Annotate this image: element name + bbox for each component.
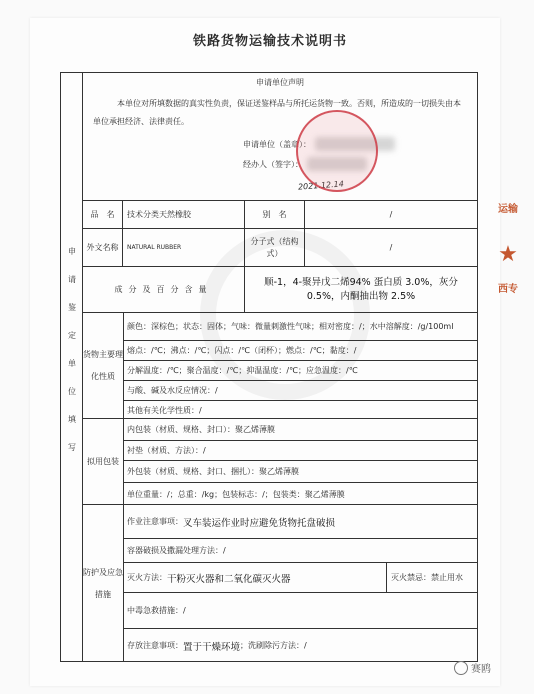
form-table bbox=[60, 72, 478, 662]
properties-label: 货物主要理化性质 bbox=[83, 313, 124, 418]
packaging-item: 单位重量：/；总重：/kg；包装标志：/；包装类：聚乙烯薄膜 bbox=[127, 489, 345, 499]
packaging-item: 内包装（材质、规格、封口）：聚乙烯薄膜 bbox=[123, 419, 477, 441]
row-product-name bbox=[83, 201, 477, 229]
wash-label: ；洗刷除污方法： bbox=[240, 641, 305, 650]
fire-ban-cell bbox=[387, 563, 477, 592]
storage-row bbox=[123, 629, 477, 662]
composition-label: 成分及百分含量 bbox=[83, 267, 245, 312]
property-item: 颜色：深棕色；状态：固体；气味：微量刺激性气味；相对密度：/；水中溶解度：/g/100ml bbox=[123, 313, 477, 341]
alias-label: 别 名 bbox=[245, 201, 305, 228]
protection-group bbox=[83, 505, 477, 662]
operation-row bbox=[123, 505, 477, 539]
declaration-body: 本单位对所填数据的真实性负责，保证送鉴样品与所托运货物一致。否则，所造成的一切损失由本单位承担经济、法律责任。 bbox=[93, 99, 461, 126]
applicant-label: 申请单位（盖章）： bbox=[243, 140, 311, 149]
formula-label: 分子式（结构式） bbox=[245, 229, 305, 266]
leak-label: 容器破损及撒漏处理方法： bbox=[127, 546, 223, 555]
fire-label: 灭火方法： bbox=[127, 573, 167, 582]
operation-label: 作业注意事项： bbox=[127, 517, 183, 526]
fire-ban-value: 禁止用水 bbox=[431, 573, 463, 582]
side-label: 申 请 鉴 定 单 位 填 写 bbox=[68, 247, 76, 452]
poison-label: 中毒急救措施： bbox=[127, 606, 183, 615]
declaration-section bbox=[83, 73, 477, 201]
packaging-item: 衬垫（材质、方法）：/ bbox=[123, 441, 477, 461]
source-watermark bbox=[454, 660, 491, 675]
composition-value: 顺-1，4-聚异戊二烯94% 蛋白质 3.0%，灰分 0.5%，内酮抽出物 2.5% bbox=[264, 276, 458, 302]
leak-row bbox=[123, 539, 477, 563]
wash-value: / bbox=[304, 641, 307, 650]
document-title: 铁路货物运输技术说明书 bbox=[192, 34, 347, 49]
declaration-heading: 申请单位声明 bbox=[256, 78, 304, 87]
property-item: 熔点：/℃；沸点：/℃；闪点：/℃（闭杯）；燃点：/℃；黏度：/ bbox=[123, 341, 477, 361]
star-icon: ★ bbox=[498, 242, 518, 267]
fire-ban-label: 灭火禁忌： bbox=[391, 573, 431, 582]
row-composition bbox=[83, 267, 477, 313]
formula-value: / bbox=[389, 243, 393, 252]
fire-row bbox=[123, 563, 477, 593]
wechat-logo-icon bbox=[454, 661, 468, 675]
packaging-group bbox=[83, 419, 477, 505]
side-label-column bbox=[61, 73, 83, 661]
company-seal-stamp bbox=[296, 110, 378, 192]
operation-value: 叉车装运作业时应避免货物托盘破损 bbox=[183, 517, 336, 529]
declaration-date: 2021.12.14 bbox=[297, 179, 345, 192]
alias-value: / bbox=[389, 210, 393, 219]
right-tag-bottom: 西专 bbox=[498, 284, 518, 295]
foreign-label: 外文名称 bbox=[83, 229, 123, 266]
property-item: 其他有关化学性质：/ bbox=[127, 405, 202, 415]
name-value: 技术分类天然橡胶 bbox=[123, 201, 245, 228]
fire-method-cell bbox=[123, 563, 387, 592]
property-item: 分解温度：/℃；聚合温度：/℃；抑温温度：/℃；应急温度：/℃ bbox=[123, 361, 477, 381]
fire-value: 干粉灭火器和二氧化碳灭火器 bbox=[167, 573, 291, 585]
packaging-item: 外包装（材质、规格、封口、捆扎）：聚乙烯薄膜 bbox=[123, 461, 477, 483]
storage-value: 置于干燥环境 bbox=[183, 641, 241, 653]
poison-value: / bbox=[183, 606, 186, 615]
right-tag-top: 运输 bbox=[498, 204, 518, 215]
foreign-value: NATURAL RUBBER bbox=[123, 229, 245, 266]
watermark-text: 赛鸥 bbox=[471, 664, 491, 675]
storage-label: 存放注意事项： bbox=[127, 641, 183, 650]
properties-group bbox=[83, 313, 477, 419]
leak-value: / bbox=[223, 546, 226, 555]
row-foreign-name bbox=[83, 229, 477, 267]
protection-label: 防护及应急措施 bbox=[83, 505, 124, 662]
name-label: 品 名 bbox=[83, 201, 123, 228]
property-item: 与酸、碱及水反应情况：/ bbox=[123, 381, 477, 401]
handler-label: 经办人（签字）： bbox=[243, 160, 303, 169]
poison-row bbox=[123, 593, 477, 629]
packaging-label: 拟用包装 bbox=[83, 419, 124, 504]
